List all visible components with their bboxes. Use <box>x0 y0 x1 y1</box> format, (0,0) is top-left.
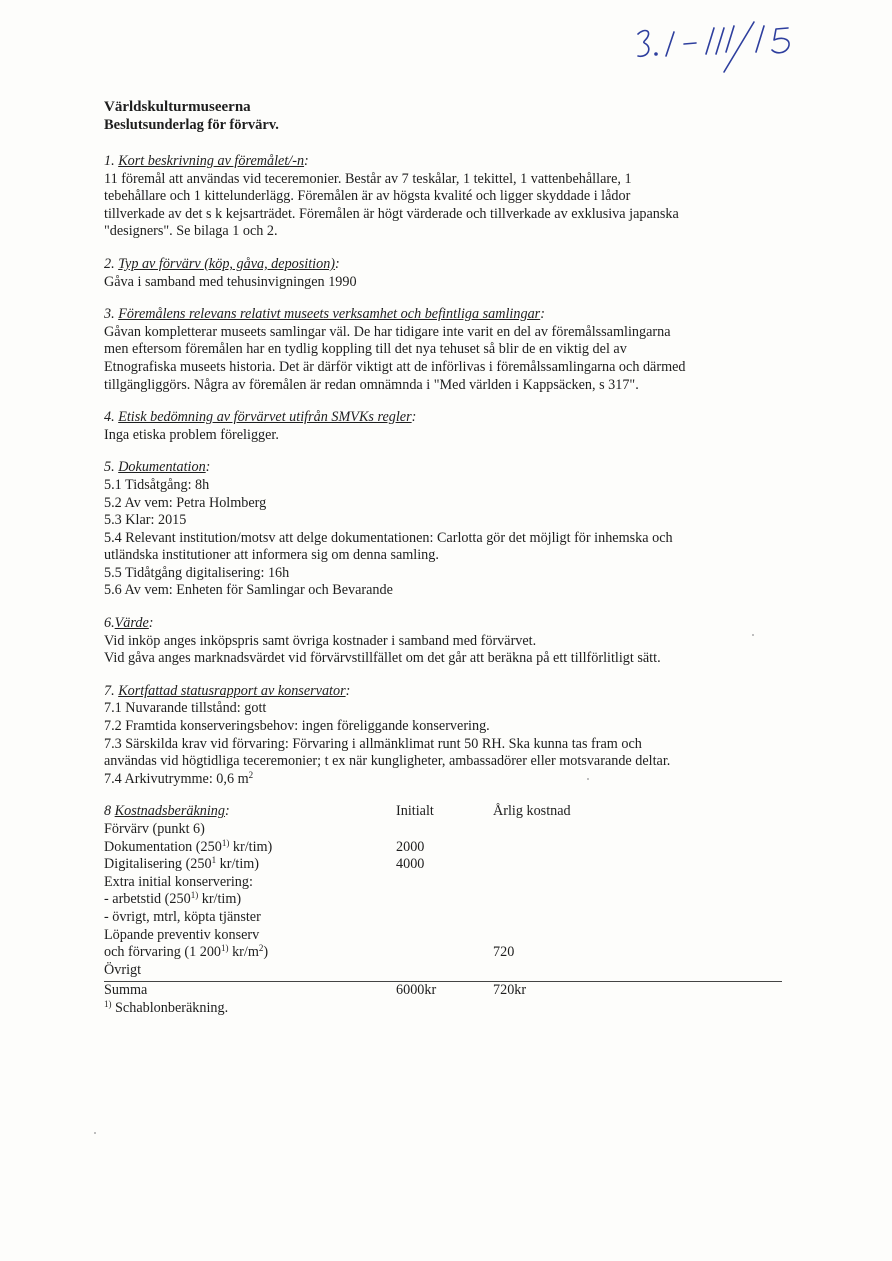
organization-name: Världskulturmuseerna <box>104 99 251 115</box>
table-row: Extra initial konservering: <box>104 873 253 890</box>
section-5-line: 5.6 Av vem: Enheten för Samlingar och Bevarande <box>104 582 393 599</box>
section-7-line: 7.4 Arkivutrymme: 0,6 $m^2$ <box>104 769 254 787</box>
section-3 <box>104 306 804 394</box>
section-5 <box>104 459 804 600</box>
section-5-line: 5.1 Tidsåtgång: 8h <box>104 476 210 493</box>
table-row: - övrigt, mtrl, köpta tjänster <box>104 908 261 925</box>
col-initial-header: Initialt <box>396 803 434 820</box>
section-6-heading: 6.Värde: <box>104 615 154 632</box>
section-5-line: 5.4 Relevant institution/motsv att delge dokumentationen: Carlotta gör det möjligt för inhemska och <box>104 529 673 546</box>
section-8-heading: 8 Kostnadsberäkning: <box>104 803 230 820</box>
section-4 <box>104 409 804 444</box>
table-row: Dokumentation (250$^{1)}$ kr/tim) 2000 <box>104 837 425 855</box>
section-2 <box>104 256 804 291</box>
section-2-heading: 2. Typ av förvärv (köp, gåva, deposition): <box>104 255 340 272</box>
table-row: och förvaring (1 200$^{1)}$ $kr/m^2$) 720 <box>104 943 515 961</box>
section-6-line: Vid gåva anges marknadsvärdet vid förvärvstillfället om det går att beräkna på ett tillförlitligt sätt. <box>104 650 661 667</box>
section-3-line: Etnografiska museets historia. Det är därför viktigt att de införlivas i föremålssamlingarna och därmed <box>104 358 686 375</box>
col-annual-header: Årlig kostnad <box>493 803 571 820</box>
table-row: - arbetstid (250$^{1)}$ kr/tim) <box>104 890 242 908</box>
sum-label: Summa <box>104 982 148 999</box>
section-6 <box>104 615 804 668</box>
scan-speck <box>587 778 589 780</box>
sum-initial: 6000kr <box>396 982 437 999</box>
section-5-line: 5.2 Av vem: Petra Holmberg <box>104 494 267 511</box>
footnote: $^{1)}$ Schablonberäkning. <box>104 998 229 1016</box>
cost-table-header <box>104 803 804 821</box>
section-1-line: tebehållare och 1 kittelunderlägg. Föremålen är av högsta kvalité och ligger skyddade i lådor <box>104 188 631 205</box>
section-3-line: Gåvan kompletterar museets samlingar väl. De har tidigare inte varit en del av föremålssamlingarna <box>104 323 671 340</box>
table-row: Digitalisering ($250^1$ kr/tim) 4000 <box>104 855 425 873</box>
section-5-line: utländska institutioner att informera sig om denna samling. <box>104 547 439 564</box>
section-5-heading: 5. Dokumentation: <box>104 459 211 476</box>
section-7 <box>104 683 804 789</box>
section-7-heading: 7. Kortfattad statusrapport av konservator: <box>104 682 351 699</box>
section-4-heading: 4. Etisk bedömning av förvärvet utifrån SMVKs regler: <box>104 409 417 426</box>
section-5-line: 5.5 Tidåtgång digitalisering: 16h <box>104 564 290 581</box>
scan-speck <box>752 634 754 636</box>
section-3-heading: 3. Föremålens relevans relativt museets verksamhet och befintliga samlingar: <box>104 306 545 323</box>
section-5-line: 5.3 Klar: 2015 <box>104 512 187 529</box>
section-1-heading: 1. Kort beskrivning av föremålet/-n: <box>104 153 309 169</box>
table-row: Övrigt <box>104 961 142 978</box>
table-row: Löpande preventiv konserv <box>104 926 260 943</box>
section-7-line: 7.3 Särskilda krav vid förvaring: Förvaring i allmänklimat runt 50 RH. Ska kunna tas fram och <box>104 735 642 752</box>
decision-document <box>104 98 804 1018</box>
section-1-line: "designers". Se bilaga 1 och 2. <box>104 223 278 240</box>
scan-speck <box>94 1132 96 1134</box>
section-6-line: Vid inköp anges inköpspris samt övriga kostnader i samband med förvärvet. <box>104 632 537 649</box>
cost-table <box>104 803 804 1017</box>
section-1 <box>104 153 804 241</box>
sum-annual: 720kr <box>493 982 527 999</box>
section-3-line: tillgängliggörs. Några av föremålen är redan omnämnda i "Med världen i Kappsäcken, s 317". <box>104 376 639 393</box>
sum-row <box>104 982 804 1000</box>
section-3-line: men eftersom föremålen har en tydlig koppling till det nya tehuset så blir de en viktig del av <box>104 341 627 358</box>
handwritten-registration-number <box>632 18 810 74</box>
section-7-line: 7.2 Framtida konserveringsbehov: ingen föreliggande konservering. <box>104 718 490 735</box>
table-row: Förvärv (punkt 6) <box>104 821 205 837</box>
section-1-line: tillverkade av det s k kejsarträdet. Föremålen är högt värderade och tillverkade av exklusiva japanska <box>104 205 679 222</box>
section-2-line: Gåva i samband med tehusinvigningen 1990 <box>104 273 357 290</box>
section-7-line: 7.1 Nuvarande tillstånd: gott <box>104 700 267 717</box>
section-4-line: Inga etiska problem föreligger. <box>104 426 279 443</box>
document-subtitle: Beslutsunderlag för förvärv. <box>104 117 279 133</box>
section-7-line: användas vid högtidliga teceremonier; t ex när kungligheter, ambassadörer eller motsvarande deltar. <box>104 753 671 770</box>
section-1-line: 11 föremål att användas vid teceremonier. Består av 7 teskålar, 1 tekittel, 1 vattenbehållare, 1 <box>104 170 632 187</box>
